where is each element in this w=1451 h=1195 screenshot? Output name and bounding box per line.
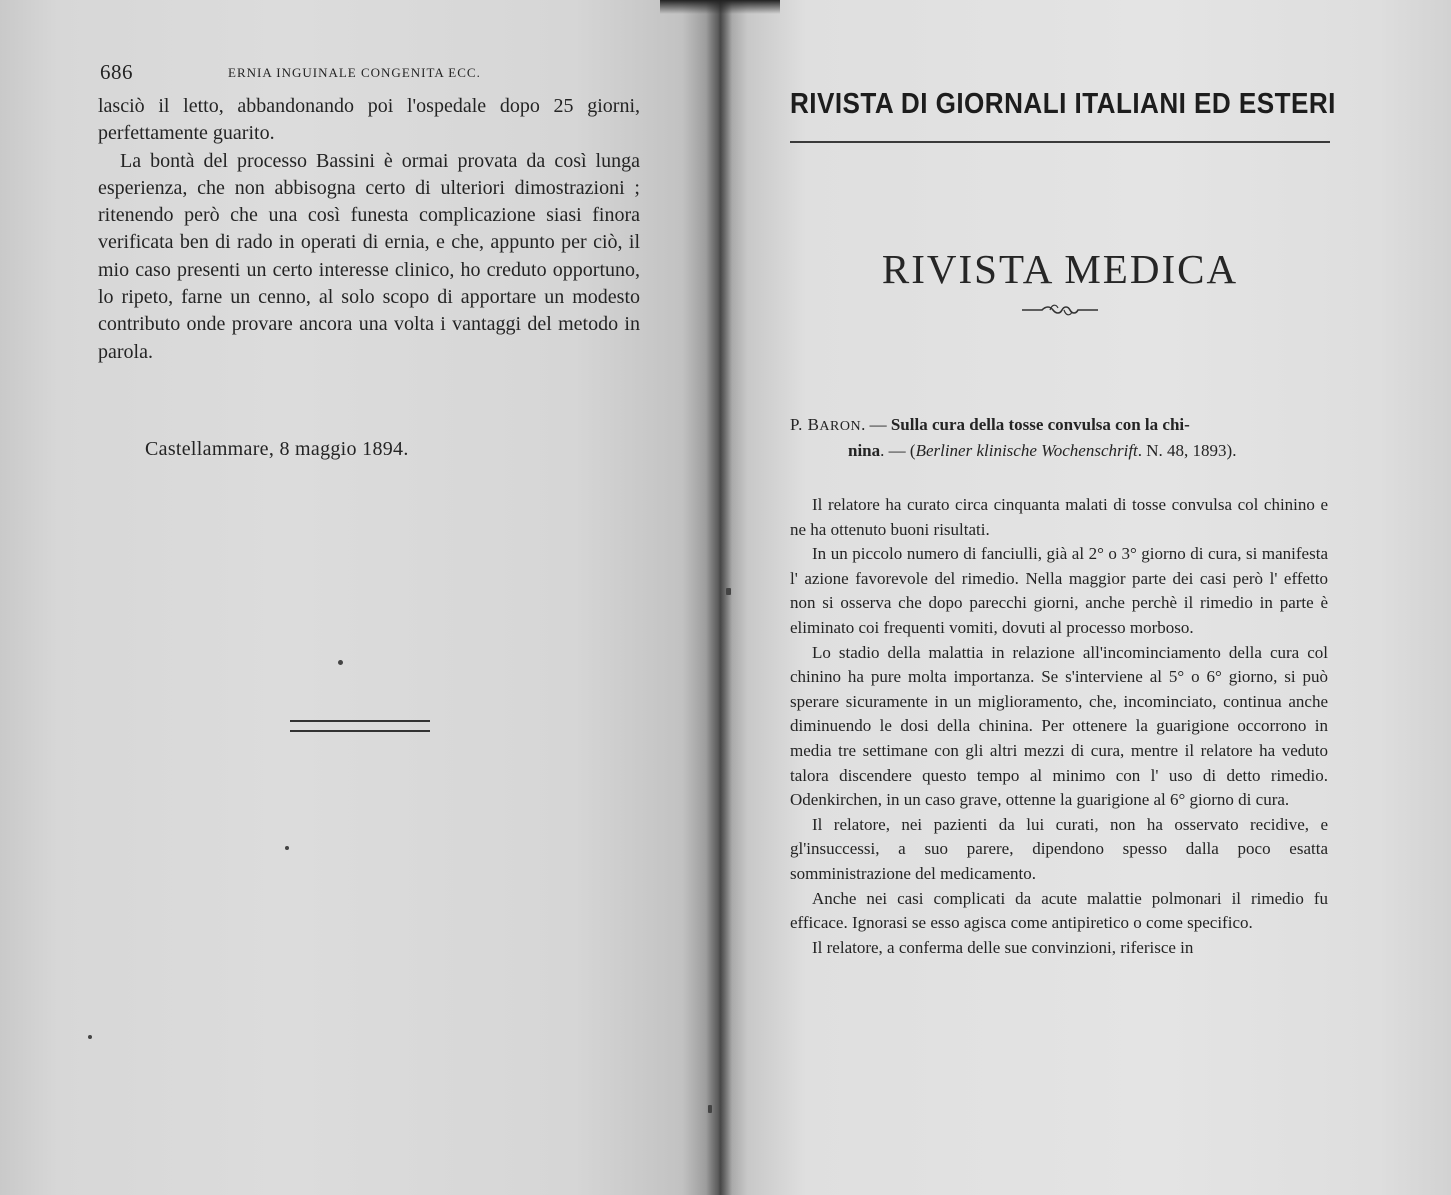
header-rule bbox=[790, 141, 1330, 143]
end-double-rule bbox=[290, 720, 430, 732]
author-surname: ARON bbox=[819, 419, 862, 434]
book-gutter bbox=[706, 0, 732, 1195]
scan-speck bbox=[726, 588, 731, 595]
citation-line-2 bbox=[790, 439, 1328, 463]
right-body-text bbox=[790, 493, 1328, 960]
article-title-part-2: nina bbox=[848, 441, 881, 460]
right-paragraph-1: Il relatore ha curato circa cinquanta malati di tosse convulsa col chinino e ne ha ottenuto buoni risultati. bbox=[790, 495, 1328, 539]
section-header: RIVISTA DI GIORNALI ITALIANI ED ESTERI bbox=[790, 88, 1336, 120]
running-head bbox=[100, 60, 640, 84]
right-paragraph-4: Il relatore, nei pazienti da lui curati, non ha osservato recidive, e gl'insuccessi, a suo parere, dipendono spesso dalla poco esatta somministrazione del medicamento. bbox=[790, 814, 1328, 883]
left-paragraph-2: La bontà del processo Bassini è ormai provata da così lunga esperienza, che non abbisogna certo di ulteriori dimostrazioni ; ritenendo però che una così funesta complicazione siasi finora verificata ben di rado in operati di ernia, e che, appunto per ciò, il mio caso presenti un certo interesse clinico, ho creduto opportuno, lo ripeto, farne un cenno, al solo scopo di apportare un modesto contributo onde provare ancora una volta i vantaggi del metodo in parola. bbox=[98, 149, 640, 363]
right-paragraph-3: Lo stadio della malattia in relazione all'incominciamento della cura col chinino ha pure molta importanza. Se s'interviene al 5° o 6° giorno, si può sperare sicuramente in un miglioramento, che, incominciato, continua anche diminuendo le dosi della chinina. Per ottenere la guarigione occorrono in media tre settimane con gli altri mezzi di cura, mentre il relatore ha veduto talora discendere questo tempo al minimo con l' uso di detto rimedio. Odenkirchen, in un caso grave, ottenne la guarigione al 6° giorno di cura. bbox=[790, 642, 1328, 810]
right-paragraph-6: Il relatore, a conferma delle sue convinzioni, riferisce in bbox=[812, 937, 1194, 957]
scan-speck bbox=[338, 660, 343, 665]
book-top-edge bbox=[660, 0, 780, 14]
citation-line-1 bbox=[790, 413, 1328, 439]
article-title-part-1: Sulla cura della tosse convulsa con la chi- bbox=[890, 415, 1190, 434]
article-citation bbox=[790, 413, 1328, 463]
citation-author bbox=[790, 415, 861, 434]
citation-dash: . — bbox=[861, 415, 891, 434]
citation-separator: . — ( bbox=[880, 441, 916, 460]
right-paragraph-5: Anche nei casi complicati da acute malattie polmonari il rimedio fu efficace. Ignorasi se esso agisca come antipiretico o come specifico. bbox=[790, 888, 1328, 933]
ornament-flourish-icon bbox=[1020, 300, 1100, 320]
author-initial: P. B bbox=[790, 415, 820, 434]
running-title: ERNIA INGUINALE CONGENITA ECC. bbox=[228, 65, 481, 80]
scan-speck bbox=[285, 846, 289, 850]
page-number: 686 bbox=[100, 60, 133, 84]
citation-source: Berliner klinische Wochenschrift bbox=[915, 441, 1138, 460]
section-title: RIVISTA MEDICA bbox=[881, 246, 1239, 292]
scan-speck bbox=[708, 1105, 712, 1113]
right-paragraph-2: In un piccolo numero di fanciulli, già al 2° o 3° giorno di cura, si manifesta l' azione favorevole del rimedio. Nella maggior parte dei casi però l' effetto non si osserva che dopo parecchi giorni, anche perchè il rimedio in parte è eliminato coi frequenti vomiti, dovuti al processo morboso. bbox=[790, 544, 1328, 637]
left-body-text bbox=[98, 93, 640, 366]
signoff-place-date: Castellammare, 8 maggio 1894. bbox=[145, 438, 409, 460]
citation-details: . N. 48, 1893). bbox=[1137, 441, 1237, 460]
scan-speck bbox=[88, 1035, 92, 1039]
left-paragraph-1: lasciò il letto, abbandonando poi l'ospedale dopo 25 giorni, perfettamente guarito. bbox=[98, 95, 640, 145]
